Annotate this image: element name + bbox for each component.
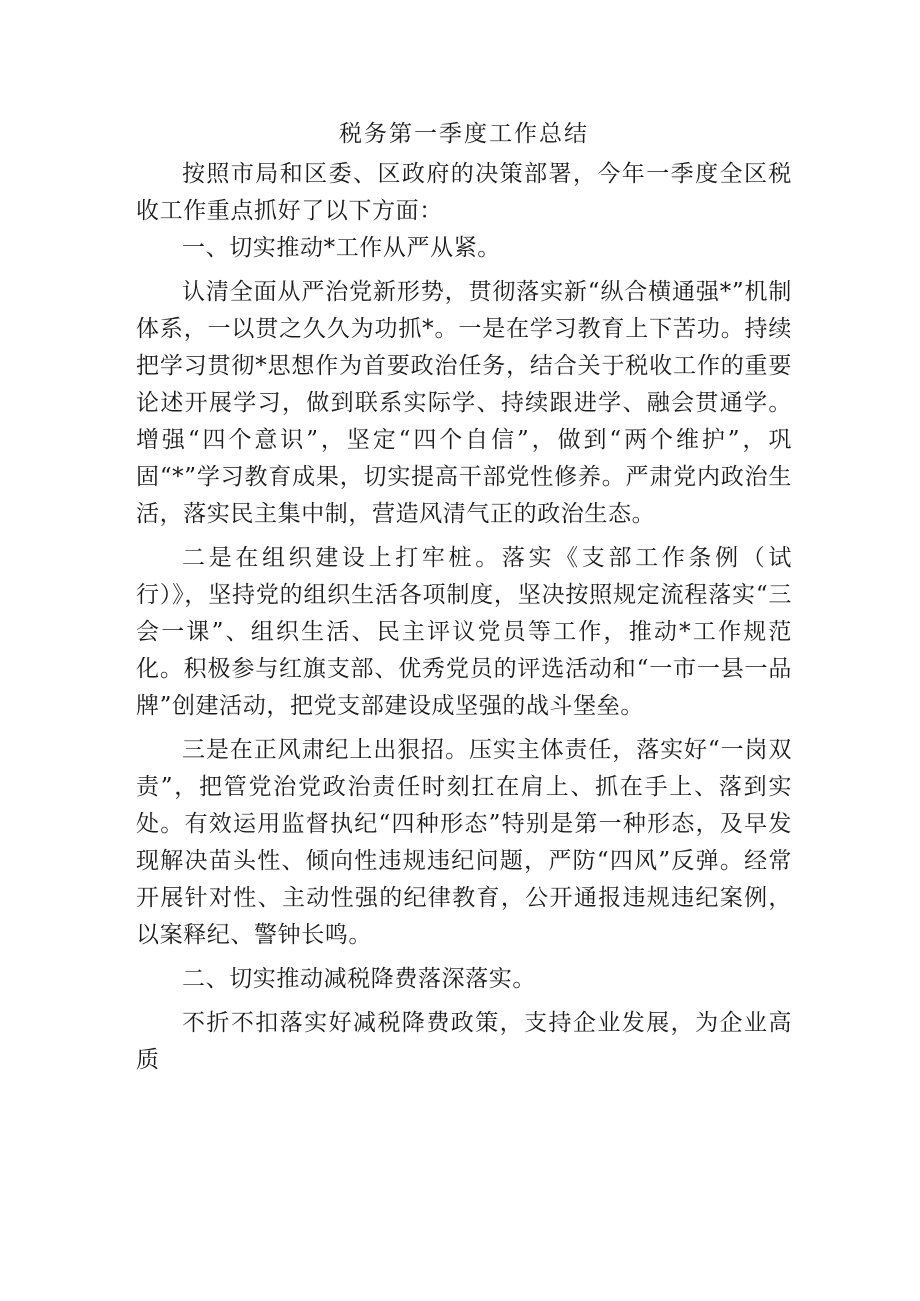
section-heading-1: 一、切实推动*工作从严从紧。 xyxy=(182,235,501,261)
body-paragraph-1: 认清全面从严治党新形势，贯彻落实新“纵合横通强*”机制体系，一以贯之久久为功抓*。一是在学习教育上下苦功。持续把学习贯彻*思想作为首要政治任务，结合关于税收工作的重要论述开展学习，做到联系实际学、持续跟进学、融会贯通学。增强“四个意识”，坚定“四个自信”，做到“两个维护”，巩固“*”学习教育成果，切实提高干部党性修养。严肃党内政治生活，落实民主集中制，营造风清气正的政治生态。 xyxy=(136,279,792,527)
body-paragraph-3: 三是在正风肃纪上出狠招。压实主体责任，落实好“一岗双责”，把管党治党政治责任时刻扛在肩上、抓在手上、落到实处。有效运用监督执纪“四种形态”特别是第一种形态，及早发现解决苗头性、倾向性违规违纪问题，严防“四风”反弹。经常开展针对性、主动性强的纪律教育，公开通报违规违纪案例，以案释纪、警钟长鸣。 xyxy=(136,737,792,948)
spacer xyxy=(136,725,792,732)
intro-paragraph: 按照市局和区委、区政府的决策部署，今年一季度全区税收工作重点抓好了以下方面： xyxy=(136,161,792,224)
document-title: 税务第一季度工作总结 xyxy=(339,121,589,147)
document-page xyxy=(136,112,792,1079)
body-paragraph-2: 二是在组织建设上打牢桩。落实《支部工作条例（试行）》，坚持党的组织生活各项制度，坚决按照规定流程落实“三会一课”、组织生活、民主评议党员等工作，推动*工作规范化。积极参与红旗支部、优秀党员的评选活动和“一市一县一品牌”创建活动，把党支部建设成坚强的战斗堡垒。 xyxy=(136,545,792,719)
section-heading-2: 二、切实推动减税降费落深落实。 xyxy=(182,966,536,992)
body-paragraph-4: 不折不扣落实好减税降费政策，支持企业发展，为企业高质 xyxy=(136,1010,792,1073)
spacer xyxy=(136,954,792,961)
spacer xyxy=(136,998,792,1005)
spacer xyxy=(136,533,792,540)
spacer xyxy=(136,267,792,274)
